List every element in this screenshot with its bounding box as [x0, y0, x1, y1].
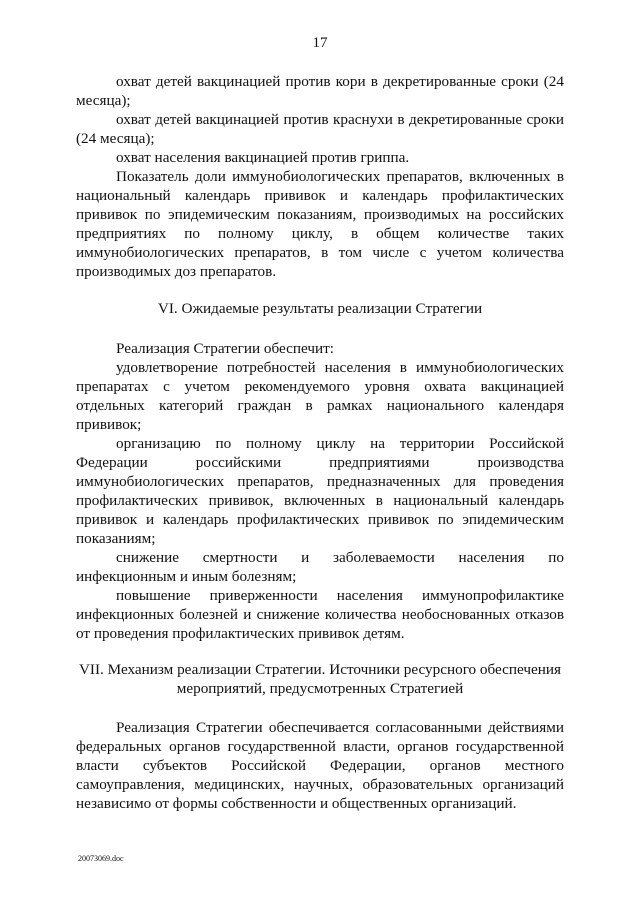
- indicators-block: [76, 72, 564, 281]
- page-number: 17: [312, 35, 328, 51]
- indicator-immunobiological-share: Показатель доли иммунобиологических препаратов, включенных в национальный календарь прививок и календарь профилактических прививок по эпидемическим показаниям, производимых на российских предприятиях по полному циклу, в общем количестве таких иммунобиологических препаратов, в том числе с учетом количества производимых доз препаратов.: [76, 168, 564, 280]
- result-adherence-increase: повышение приверженности населения иммунопрофилактике инфекционных болезней и снижение количества необоснованных отказов от проведения профилактических прививок детям.: [76, 587, 564, 642]
- footer-doc-id: 20073069.doc: [78, 854, 124, 863]
- indicator-influenza: охват населения вакцинацией против гриппа.: [116, 149, 410, 166]
- indicator-measles: охват детей вакцинацией против кори в декретированные сроки (24 месяца);: [76, 73, 564, 109]
- section-7-heading-line-2: мероприятий, предусмотренных Стратегией: [176, 680, 464, 697]
- result-mortality-reduction: снижение смертности и заболеваемости населения по инфекционным и иным болезням;: [76, 549, 564, 585]
- section-7-heading-line-1: VII. Механизм реализации Стратегии. Источники ресурсного обеспечения: [78, 661, 562, 678]
- section-7-body: [76, 718, 564, 813]
- section-6-intro: Реализация Стратегии обеспечит:: [116, 340, 334, 357]
- section-6-heading: VI. Ожидаемые результаты реализации Стратегии: [157, 300, 483, 317]
- result-full-cycle-production: организацию по полному циклу на территории Российской Федерации российскими предприятиями производства иммунобиологических препаратов, предназначенных для проведения профилактических прививок, включенных в национальный календарь прививок и календарь профилактических прививок по эпидемическим показаниям;: [76, 435, 564, 547]
- section-7-heading: [70, 660, 570, 698]
- section-6-body: [76, 339, 564, 643]
- result-needs-satisfaction: удовлетворение потребностей населения в иммунобиологических препаратах с учетом рекомендуемого уровня охвата вакцинацией отдельных категорий граждан в рамках национального календаря прививок;: [76, 359, 564, 433]
- section-7-paragraph: Реализация Стратегии обеспечивается согласованными действиями федеральных органов государственной власти, органов государственной власти субъектов Российской Федерации, органов местного самоуправления, медицинских, научных, образовательных организаций независимо от формы собственности и общественных организаций.: [76, 719, 564, 812]
- indicator-rubella: охват детей вакцинацией против краснухи в декретированные сроки (24 месяца);: [76, 111, 564, 147]
